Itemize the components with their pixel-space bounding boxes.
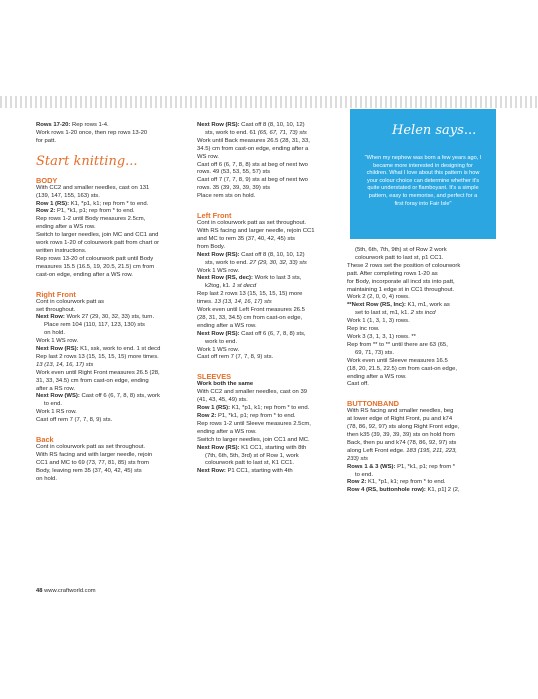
text-line: Work 3 (3, 1, 3, 1) rows. ** [347,333,416,340]
text-line: Body, leaving rem 35 (37, 40, 42, 45) sts [36,467,142,474]
helen-says-quote: "When my nephew was born a few years ago, I became more interested in designing for children. What I love about this pattern is how your colour choice can determine whether it's quite understated or flamboyant. It's a simple pattern, easy to memorise, and perfect for a first foray into Fair Isle" [364,155,482,207]
row-label: Row 1 (RS): [197,405,231,412]
text-line: Cont in colourwork patt as set throughout. [36,444,146,451]
row-text: K1, p1] 2 (2, [425,487,460,494]
row-label: Rows 17-20: [36,122,71,128]
stitch-count: (65, 67, 71, 73) sts [257,129,307,136]
section-heading-body: BODY [36,175,58,185]
text-line: 13 (13, 14, 16, 17) sts [36,361,94,368]
stitch-count: 2 sts incd [410,310,436,317]
text-line: (139, 147, 155, 163) sts. [36,192,100,199]
text-line: ending after a WS row. [347,373,407,380]
text-line: from Body. [197,243,226,250]
helen-says-title: Helen says... [392,123,477,138]
text-line: Work 1 WS row. [197,346,240,353]
row-text: Work to last 3 sts, [252,275,302,282]
column-1 [36,122,186,484]
text-line: at lower edge of Right Front, pu and k74 [347,416,453,423]
stitch-count: 27 (29, 30, 32, 33) sts [249,259,307,266]
text-line: Cast off 7 (7, 7, 8, 9) sts at beg of next two [197,177,308,184]
section-heading-sleeves: SLEEVES [197,372,232,382]
text-line: With CC2 and smaller needles, cast on 39 [197,389,308,396]
text-line: ending after a WS row. [197,322,257,329]
helen-says-box [350,109,496,239]
row-text: K1, *p1, k1; rep from * to end. [230,405,310,412]
text-line: 69, 71, 73) sts. [355,349,394,356]
text-line: Work even until Sleeve measures 16.5 [347,357,448,364]
text-line: (7th, 6th, 5th, 3rd) st of Row 1, work [205,452,299,459]
text-line: Rep from ** to ** until there are 63 (65, [347,341,448,348]
text-line: 31, 33, 34.5) cm from cast-on edge, ending [36,377,149,384]
row-label: Row 1 (RS): [36,200,70,207]
text-line: These 2 rows set the position of colourwork [347,262,461,269]
text-line: Work rows 1-20 once, then rep rows 13-20 [36,129,148,136]
row-label: Row 2: [347,479,367,486]
section-heading-back: Back [36,435,54,445]
row-label: Next Row: [36,314,65,321]
text-line: Cast off rem 7 (7, 7, 8, 9) sts. [36,417,113,424]
row-text: Rep rows 1-4. [70,122,109,128]
section-heading-right-front: Right Front [36,289,76,299]
row-text: P1, *k1, p1; rep from * [395,463,456,470]
row-text: P1 CC1, starting with 4th [225,468,293,475]
row-text: along Left Front edge. [347,447,407,454]
text-line: set throughout. [36,306,76,313]
section-heading-left-front: Left Front [197,211,232,221]
stitch-count: 13 (13, 14, 16, 17) sts [214,299,272,306]
row-text: Cast off 8 (8, 10, 10, 12) [239,251,305,258]
text-line: work rows 1-20 of colourwork patt from chart or [36,240,160,247]
row-label: Next Row: [197,468,226,475]
row-label: Next Row (WS): [36,393,80,400]
column-3 [347,247,497,495]
text-line: cast-on edge, ending after a WS row. [36,271,133,278]
row-label: Next Row (RS, dec): [197,275,253,282]
stitch-count: 183 (195, 211, 223, [406,447,457,454]
row-text: k2tog, k1. [205,283,233,290]
text-line: Switch to larger needles, join CC1 and MC. [197,436,310,443]
text-line: Work 1 RS row. [36,409,77,416]
row-text: Cast off 8 (8, 10, 10, 12) [239,122,305,128]
start-knitting-heading: Start knitting... [36,153,138,169]
text-line: Place rem 104 (110, 117, 123, 130) sts [44,322,145,329]
row-text: P1, *k1, p1; rep from * to end. [216,413,296,419]
text-line: Work 1 (1, 3, 1, 3) rows. [347,318,410,325]
text-line: CC1 and MC to 69 (73, 77, 81, 85) sts from [36,459,149,466]
row-text: K1, *p1, k1; rep from * to end. [69,200,149,207]
text-line: after a RS row. [36,385,75,392]
text-line: Cont in colourwork patt as [36,298,105,305]
row-label: Row 4 (RS, buttonhole row): [347,487,426,494]
text-line: for Body, incorporate all incd sts into patt, [347,278,455,285]
text-line: Work until Back measures 26.5 (28, 31, 33, [197,137,310,144]
row-text: K1, m1, work as [405,302,450,309]
text-line: With RS facing and larger needle, rejoin CC1 [197,227,315,234]
text-line: then k35 (39, 39, 39, 39) sts on hold from [347,432,455,439]
row-label: Rows 1 & 3 (WS): [347,463,396,470]
row-text: set to last st, m1, k1. [355,310,411,317]
text-line: Place rem sts on hold. [197,193,256,200]
text-line: Rep rows 1-2 until Sleeve measures 2.5cm, [197,420,311,427]
text-line: Work 1 WS row. [36,338,79,345]
row-label: Next Row (RS): [36,346,79,353]
text-line: Rep inc row. [347,326,380,333]
text-line: (18, 20, 21.5, 22.5) cm from cast-on edge, [347,365,458,372]
row-label: Next Row (RS): [197,122,240,128]
text-line: Work even until Right Front measures 26.5 (28, [36,369,160,376]
column-2 [197,122,347,476]
row-text: P1, *k1, p1; rep from * to end. [55,208,135,215]
section-heading-buttonband: BUTTONBAND [347,399,400,409]
stitch-count: 1 st decd [232,283,257,290]
text-line: and MC to rem 35 (37, 40, 42, 45) sts [197,235,295,242]
text-line: Work 1 WS row. [197,267,240,274]
text-line: written instructions. [36,247,87,254]
text-line: (41, 43, 45, 49) sts. [197,397,248,404]
row-text: K1, *p1, k1; rep from * to end. [366,479,446,486]
text-line: Work both the same [197,381,254,388]
text-line: Rep last 2 rows 13 (15, 15, 15, 15) more [197,291,303,298]
row-text: K1, ssk, work to end. 1 st decd [78,346,161,353]
text-line: Cont in colourwork patt as set throughout. [197,220,307,227]
row-label: **Next Row (RS, Inc): [347,302,406,309]
text-line: Cast off 6 (6, 7, 8, 8) sts at beg of next two [197,161,308,168]
text-line: measures 15.5 (16.5, 19, 20.5, 21.5) cm from [36,263,155,270]
text-line: WS row. [197,153,219,160]
text-line: ending after a WS row. [36,224,96,231]
text-line: Rep rows 1-2 until Body measures 2.5cm, [36,216,146,223]
text-line: Cast off. [347,381,369,388]
text-line: (78, 86, 92, 97) sts along Right Front edge, [347,424,460,431]
text-line: colourwork patt to last st, K1 CC1. [205,460,295,467]
text-line: 34.5) cm from cast-on edge, ending after a [197,145,309,152]
row-text: times. [197,299,215,306]
text-line: on hold. [36,475,57,482]
text-line: work to end. [205,338,238,345]
page-footer [36,588,96,594]
text-line: With RS facing and with larger needle, rejoin [36,452,153,458]
text-line: Rep rows 13-20 of colourwork patt until Body [36,255,154,262]
text-line: (28, 31, 33, 34.5) cm from cast-on edge, [197,314,303,321]
row-label: Row 2: [36,208,56,215]
row-text: sts, work to end. [205,259,250,266]
text-line: rows. 49 (53, 53, 55, 57) sts [197,169,271,176]
text-line: ending after a WS row. [197,428,257,435]
text-line: 233) sts [347,455,368,462]
text-line: on hold. [44,330,65,337]
text-line: (5th, 6th, 7th, 9th) st of Row 2 work [355,247,447,253]
text-line: Switch to larger needles, join MC and CC1 and [36,232,159,239]
row-text: Cast off 6 (6, 7, 8, 8) sts, work [79,393,160,400]
row-label: Next Row (RS): [197,330,240,337]
text-line: for patt. [36,137,56,144]
row-label: Row 2: [197,413,217,419]
text-line: With RS facing and smaller needles, beg [347,408,454,415]
row-label: Next Row (RS): [197,444,240,451]
page-number: 48 [36,588,43,594]
text-line: maintaining 1 edge st in CC1 throughout. [347,286,455,293]
text-line: to end. [355,471,374,478]
text-line: Back, then pu and k74 (78, 86, 92, 97) sts [347,439,457,446]
row-text: sts, work to end. 61 [205,129,258,136]
text-line: Rep last 2 rows 13 (15, 15, 15, 15) more times. [36,353,159,360]
row-label: Next Row (RS): [197,251,240,258]
row-text: Work 27 (29, 30, 32, 33) sts, turn. [64,314,155,321]
text-line: colourwork patt to last st, p1 CC1. [355,254,444,261]
text-line: to end. [44,401,63,408]
text-line: Work 2 (2, 0, 0, 4) rows. [347,294,410,301]
text-line: Cast off rem 7 (7, 7, 8, 9) sts. [197,354,274,361]
row-text: K1 CC1, starting with 8th [239,444,307,451]
decorative-stripes [0,96,538,108]
text-line: Work even until Left Front measures 26.5 [197,307,305,314]
text-line: patt. After completing rows 1-20 as [347,270,438,277]
text-line: With CC2 and smaller needles, cast on 131 [36,184,150,191]
footer-url[interactable]: www.craftworld.com [44,588,96,594]
text-line: rows. 35 (39, 39, 39, 39) sts [197,185,271,192]
row-text: Cast off 6 (6, 7, 8, 8) sts, [239,330,306,337]
